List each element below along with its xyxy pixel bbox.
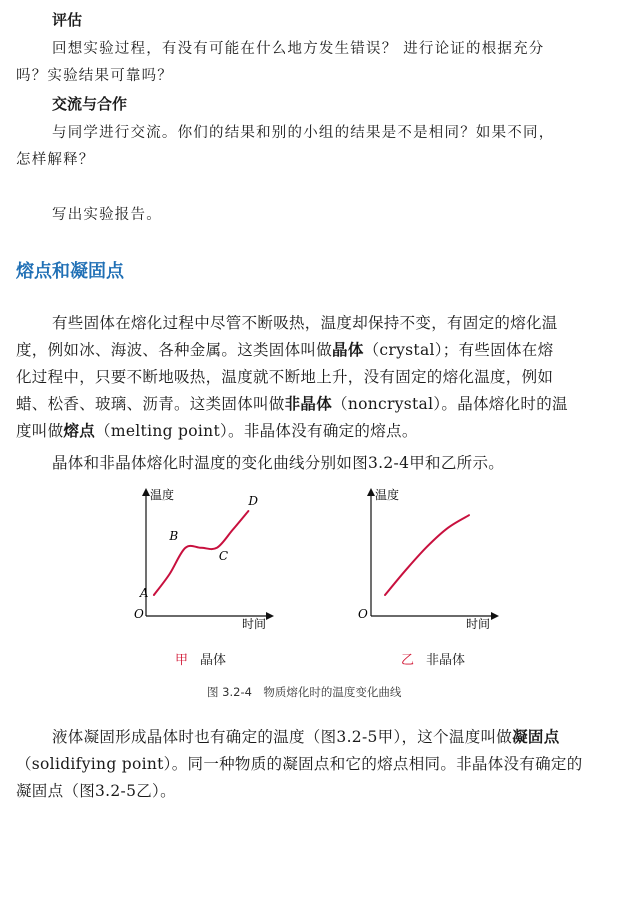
jia-xlabel: 时间 bbox=[242, 617, 267, 631]
jia-point-label-d: D bbox=[248, 494, 259, 508]
chart-yi bbox=[358, 487, 497, 631]
report-instruction: 写出实验报告。 bbox=[52, 207, 162, 223]
cooperation-text-line2: 怎样解释？ bbox=[16, 152, 95, 168]
yi-series-line bbox=[385, 515, 469, 595]
jia-mark: 甲 bbox=[175, 653, 189, 668]
para2-line1 bbox=[52, 724, 560, 750]
para1-line4-a: 蜡、松香、玻璃、沥青。这类固体叫做 bbox=[16, 395, 285, 413]
evaluation-text-line2: 吗？实验结果可靠吗？ bbox=[16, 68, 173, 84]
figure-charts bbox=[0, 478, 630, 678]
para2-line2: （solidifying point）。同一种物质的凝固点和它的熔点相同。非晶体没有确定的 bbox=[16, 755, 583, 773]
para1-line5-a: 度叫做 bbox=[16, 422, 64, 440]
term-melting-point: 熔点 bbox=[63, 422, 96, 440]
section-title: 熔点和凝固点 bbox=[16, 261, 124, 282]
yi-type: 非晶体 bbox=[426, 653, 466, 668]
para1-line5-c: （melting point）。非晶体没有确定的熔点。 bbox=[95, 422, 418, 440]
para1-line2-c: （crystal）；有些固体在熔 bbox=[363, 341, 554, 359]
evaluation-heading: 评估 bbox=[52, 11, 83, 29]
para1-line5 bbox=[16, 418, 418, 444]
para1-line2-a: 度，例如冰、海波、各种金属。这类固体叫做 bbox=[16, 341, 333, 359]
para2-line3: 凝固点（图3.2-5乙）。 bbox=[16, 782, 176, 800]
yi-ylabel: 温度 bbox=[375, 488, 400, 502]
jia-subcaption bbox=[175, 649, 226, 668]
jia-point-label-b: B bbox=[169, 528, 179, 543]
jia-point-label-a: A bbox=[139, 586, 149, 600]
term-noncrystal: 非晶体 bbox=[284, 395, 333, 413]
yi-subcaption bbox=[401, 649, 465, 668]
para1-line2 bbox=[16, 337, 553, 363]
figure-caption: 图 3.2-4 物质熔化时的温度变化曲线 bbox=[207, 685, 402, 699]
para1-line6: 晶体和非晶体熔化时温度的变化曲线分别如图3.2-4甲和乙所示。 bbox=[52, 454, 505, 472]
para1-line1: 有些固体在熔化过程中尽管不断吸热，温度却保持不变，有固定的熔化温 bbox=[52, 314, 558, 332]
para1-line3: 化过程中，只要不断地吸热，温度就不断地上升，没有固定的熔化温度，例如 bbox=[16, 368, 554, 386]
yi-origin-label: O bbox=[358, 607, 368, 621]
para1-line4-c: （noncrystal）。晶体熔化时的温 bbox=[332, 395, 568, 413]
yi-mark: 乙 bbox=[401, 653, 415, 668]
jia-origin-label: O bbox=[134, 607, 144, 621]
yi-xlabel: 时间 bbox=[466, 617, 491, 631]
chart-jia bbox=[134, 487, 272, 631]
cooperation-heading: 交流与合作 bbox=[52, 95, 128, 113]
evaluation-text-line1: 回想实验过程，有没有可能在什么地方发生错误？ 进行论证的根据充分 bbox=[52, 41, 545, 57]
term-solidifying-point: 凝固点 bbox=[512, 728, 560, 746]
term-crystal: 晶体 bbox=[332, 341, 364, 359]
jia-ylabel: 温度 bbox=[150, 488, 175, 502]
jia-point-label-c: C bbox=[218, 548, 229, 563]
jia-type: 晶体 bbox=[200, 653, 227, 668]
para1-line4 bbox=[16, 391, 568, 417]
cooperation-text-line1: 与同学进行交流。你们的结果和别的小组的结果是不是相同？如果不同， bbox=[52, 125, 555, 141]
para2-line1-a: 液体凝固形成晶体时也有确定的温度（图3.2-5甲），这个温度叫做 bbox=[52, 728, 513, 746]
jia-series-line bbox=[154, 511, 249, 595]
